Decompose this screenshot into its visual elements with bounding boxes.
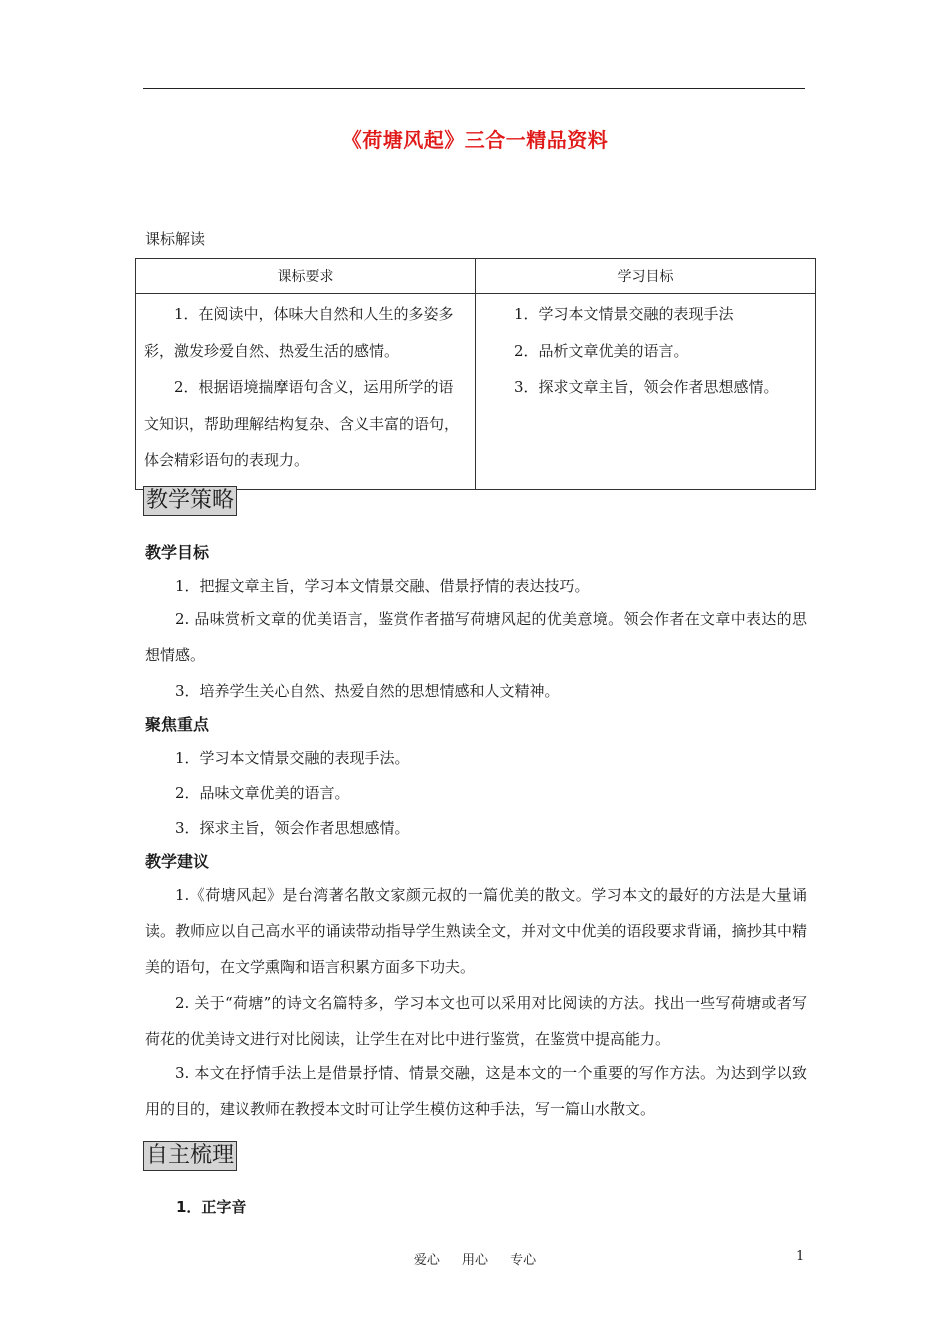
- table-header-row: [136, 259, 816, 294]
- heading-advice: 教学建议: [145, 852, 210, 871]
- table-header-requirements: 课标要求: [136, 259, 476, 294]
- requirement-item: 2．根据语境揣摩语句含义，运用所学的语文知识，帮助理解结构复杂、含义丰富的语句，体会精彩语句的表现力。: [144, 378, 460, 469]
- focus-paragraph: 3．探求主旨，领会作者思想感情。: [175, 819, 410, 837]
- advice-paragraph: 2. 关于“荷塘”的诗文名篇特多，学习本文也可以采用对比阅读的方法。找出一些写荷塘或者写荷花的优美诗文进行对比阅读，让学生在对比中进行鉴赏，在鉴赏中提高能力。: [145, 994, 807, 1048]
- focus-paragraph: 2．品味文章优美的语言。: [175, 784, 350, 802]
- requirements-cell: [136, 294, 476, 490]
- heading-focus: 聚焦重点: [145, 715, 210, 734]
- table-row: [136, 294, 816, 490]
- advice-paragraph: 1.《荷塘风起》是台湾著名散文家颜元叔的一篇优美的散文。学习本文的最好的方法是大量诵读。教师应以自己高水平的诵读带动指导学生熟读全文，并对文中优美的语段要求背诵，摘抄其中精美的语句，在文学熏陶和语言积累方面多下功夫。: [145, 886, 807, 976]
- document-title: 《荷塘风起》三合一精品资料: [341, 128, 609, 152]
- table-header-goals: 学习目标: [476, 259, 816, 294]
- standards-caption: 课标解读: [145, 230, 206, 248]
- goal-paragraph: 2. 品味赏析文章的优美语言，鉴赏作者描写荷塘风起的优美意境。领会作者在文章中表达的思想情感。: [145, 610, 807, 664]
- focus-paragraph: 1．学习本文情景交融的表现手法。: [175, 749, 410, 767]
- requirement-item: 1．在阅读中，体味大自然和人生的多姿多彩，激发珍爱自然、热爱生活的感情。: [144, 305, 454, 360]
- goal-item: 3．探求文章主旨，领会作者思想感情。: [514, 378, 779, 396]
- goal-paragraph: 1．把握文章主旨，学习本文情景交融、借景抒情的表达技巧。: [175, 577, 590, 595]
- goals-cell: [476, 294, 816, 490]
- header-rule: [143, 88, 805, 89]
- section-label-strategy: 教学策略: [143, 486, 237, 516]
- goal-paragraph: 3．培养学生关心自然、热爱自然的思想情感和人文精神。: [175, 682, 560, 700]
- advice-paragraph: 3. 本文在抒情手法上是借景抒情、情景交融，这是本文的一个重要的写作方法。为达到学以致用的目的，建议教师在教授本文时可让学生模仿这种手法，写一篇山水散文。: [145, 1064, 807, 1118]
- page-number: 1: [796, 1249, 805, 1264]
- heading-teaching-goals: 教学目标: [145, 543, 210, 562]
- standards-table: [135, 258, 816, 490]
- subsection-pronunciation: 1．正字音: [176, 1198, 247, 1216]
- section-label-self-study: 自主梳理: [143, 1141, 237, 1171]
- page-footer: 爱心 用心 专心: [413, 1253, 537, 1268]
- goal-item: 1．学习本文情景交融的表现手法: [514, 305, 734, 323]
- goal-item: 2．品析文章优美的语言。: [514, 341, 689, 360]
